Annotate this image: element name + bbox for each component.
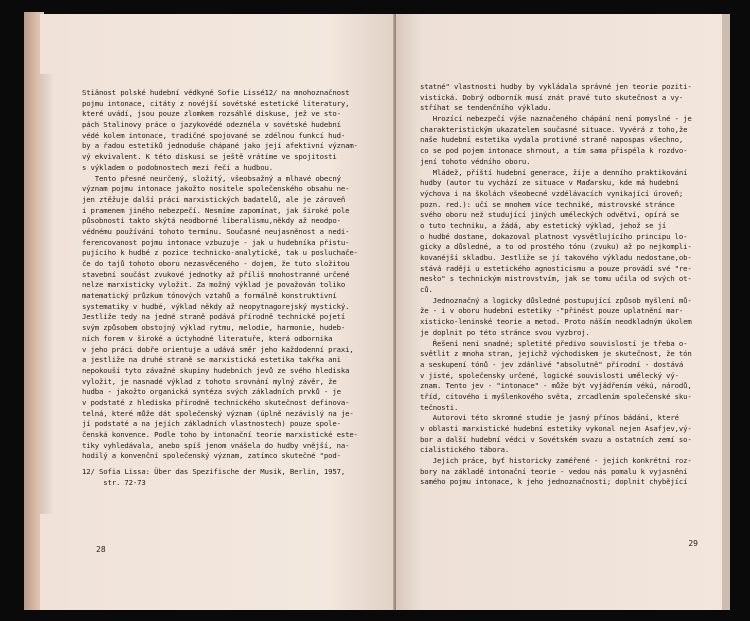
text-line: v jeho práci dobře orientuje a udává směr jeho každodenní praxi,: [82, 344, 354, 354]
text-line: výchova i na školách všeobecné vzdélávacích vynikající úroveň;: [420, 188, 684, 198]
text-line: že - i v oboru hudební estetiky -"přinést pouze uplatnění mar-: [420, 306, 684, 316]
text-line: nelze marxisticky vyložit. Za možný výklad je považován toliko: [82, 280, 346, 290]
text-line: pozn. red.): učí se mnohem více techniké, mistrovské stránce: [420, 199, 675, 209]
text-line: hudba - jakožto organická syntéza svých základních prvků - je: [82, 387, 341, 397]
text-line: Autorovi této skromné studie je jasný přínos bádání, které: [420, 413, 679, 423]
text-line: vistická. Dobrý odborník musí znát pravé tuto skutečnost a vy-: [420, 92, 684, 102]
left-page-footnote: [82, 467, 380, 488]
text-line: světlit z mnoha stran, jejichž východiskem je skutečnost, že tón: [420, 349, 692, 359]
text-line: jí podstaté a na jejích základních vlastnostech) pouze spole-: [82, 419, 341, 429]
text-line: Stiänost polské hudební védkyné Sofie Lissé12/ na mnohoznačnost: [82, 88, 350, 97]
text-line: bory na základě intonační teorie - vedou nás pomalu k vyjasnění: [420, 466, 688, 476]
text-line: védé kolem intonace, tradičné spojované se zdélnou funkcí hud-: [82, 130, 346, 140]
text-line: o tuto techniku, a žádá, aby estetický výklad, jehož se jí: [420, 220, 667, 230]
text-line: Mládež, příští hudební generace, žije a denního praktikování: [420, 167, 688, 177]
right-page-body: [420, 82, 712, 488]
text-line: mesło" s technickým mistrovstvím, jak se tomu učila od svých ot-: [420, 274, 692, 284]
text-line: Jestliže tedy na jedné straně podává přírodně technické pojetí: [82, 312, 346, 322]
text-line: čenská konvence. Podle toho by intonační teorie marxistické este-: [82, 430, 358, 439]
text-line: význam pojmu intonace jakožto nositele společenského obsahu ne-: [82, 184, 350, 194]
text-line: jení tohoto védního oboru.: [420, 156, 531, 166]
text-line: a jestliže na druhé straně se marxistická estetika takřka ani: [82, 355, 341, 365]
footnote-line: 12/ Sofia Lissa: Über das Spezifische der Musik, Berlin, 1957,: [82, 467, 346, 477]
text-line: bor a další hudební védci v Sovétském svazu a ostatních zemí so-: [420, 434, 692, 444]
text-line: stává raději u estetického agnosticismu a pouze provádí své "re-: [420, 263, 692, 273]
text-line: ních forem v široké a úctyhodné literatuře, která odbornika: [82, 333, 333, 343]
text-line: je doplnit po této stránce svou vyzbroj.: [420, 327, 590, 337]
text-line: tiky vyhledávala, anebo spíš jenom vnášela do hudby vnější, na-: [82, 440, 350, 450]
text-line: jen ztěžuje další práci marxistických badatelů, ale je zároveň: [82, 194, 346, 204]
text-line: xisticko-leninské teorie a metod. Proto náším neodkladným úkolem: [420, 317, 692, 327]
text-line: pách Stalinovy práce o jazykovédé odeznéla v sovétské hudební: [82, 120, 341, 130]
text-line: charakteristickým ukazatelem současné situace. Vyvérá z toho,že: [420, 124, 688, 134]
text-line: by a řadou estetiků jednoduše chápané jako její afektivní význam-: [82, 141, 358, 151]
right-page-edge: [722, 14, 730, 610]
text-line: s výkladem o podobnostech mezi řečí a hudbou.: [82, 162, 273, 172]
text-line: ferencovanost pojmu intonace vzbuzuje - jak u hudebníka přistu-: [82, 237, 350, 247]
text-line: matematický průzkum tónových vztahů a formálně konstruktivní: [82, 291, 337, 301]
text-line: tříd, citového i myšlenkového světa, zrcadlením společenské sku-: [420, 391, 692, 401]
text-line: které uvádí, jsou pouze zlomkem rozsáhlé diskuse, jež ve sto-: [82, 109, 341, 119]
left-page-body: [82, 88, 380, 462]
text-line: a seskupení tónů - jev zdánlivé "absolutně" přírodní - dostává: [420, 359, 684, 369]
text-line: o hudbé dostane, dokazoval platnost vysvětlujícího principu lo-: [420, 231, 688, 241]
text-line: gicky a důsledné, a to od prostého tónu (zvuku) až po nejkompli-: [420, 242, 692, 252]
text-line: i pramenem jiného nebezpečí. Nesmíme zapomínat, jak široké pole: [82, 205, 350, 215]
text-line: kovanéjší skladbu. Jestliže se jí takového výkladu nedostane,ob-: [420, 253, 692, 262]
text-line: telná, které může dát společenský význam (úplně nezávislý na je-: [82, 408, 354, 418]
text-line: působnosti takto skýtá neodborné liberalismu,někdy až neodpo-: [82, 216, 341, 226]
footnote-line: str. 72-73: [82, 477, 146, 487]
page-number-right: 29: [688, 539, 698, 548]
text-line: pojmu intonace, citáty z novéjší sovétské estetické literatury,: [82, 98, 350, 108]
text-line: Hrozící nebezpečí výše naznačeného chápání není pomyslné - je: [420, 114, 692, 124]
text-line: Jednoznačný a logicky důsledné postupující způsob myšlení mů-: [420, 295, 692, 305]
text-line: stavební součást zvukové jednotky až příliš mnohostranné určené: [82, 269, 350, 279]
text-line: Řešení není snadné; spletité předivo souvislostí je třeba o-: [420, 338, 688, 348]
text-line: Tento přesné neurčený, složitý, všeobsažný a mlhavé obecný: [82, 173, 341, 183]
text-line: hodilý a konvenční společenský význam, zatímco skutečné "pod-: [82, 451, 341, 461]
text-line: vyložit, je nasnadé výklad z tohoto srovnání mylný závěr, že: [82, 376, 337, 386]
text-line: naše hudební estetika vydala protivné straně napospas všechno,: [420, 135, 684, 145]
text-line: svého oboru než studující jiných uméleckých odvětví, opírá se: [420, 210, 679, 220]
left-page-shadow: [40, 74, 54, 514]
text-line: v oblasti marxistické hudební estetiky vykonal nejen Asafjev,vý-: [420, 424, 692, 433]
text-line: hudby (autor tu vychází ze situace v Maďarsku, kde má hudební: [420, 178, 679, 188]
text-line: co se pod pojem intonace shrnout, a tím sama přispéla k rozdvo-: [420, 146, 688, 156]
text-line: v podstaté z hlediska přírodně technického skutečnost definova-: [82, 397, 350, 407]
text-line: pujícího k hudbé z pozice technicko-analytické, tak u posluchače-: [82, 248, 358, 258]
text-line: samého pojmu intonace, k jeho jednoznačnosti; doplnit chybějící: [420, 477, 688, 487]
right-page: [396, 14, 722, 610]
text-line: stříhat se tendenčního výkladu.: [420, 103, 552, 113]
text-line: tečnosti.: [420, 402, 459, 412]
text-line: statné" vlastnosti hudby by vykládala správné jen teorie poziti-: [420, 82, 692, 91]
text-line: systematiky v hudbé, výklad někdy až neopytnagorejský mystický.: [82, 301, 350, 311]
text-line: vý ekvivalent. K této diskusi se ještě vrátíme ve spojitosti: [82, 152, 337, 162]
text-line: nepokouší tyto závažné skupiny hudebních jevů ze svého hlediska: [82, 365, 350, 375]
text-line: védnému používání tohoto termínu. Současné neujasněnost a nedi-: [82, 226, 350, 236]
text-line: svým způsobem obstojný výklad rytmu, melodie, harmonie, hudeb-: [82, 323, 346, 333]
text-line: ců.: [420, 285, 433, 295]
text-line: v jisté, společensky určené, logické souvislosti umělecký vý-: [420, 370, 679, 380]
text-line: Jejich práce, byť historicky zaméřené - jejich konkrétní roz-: [420, 456, 692, 466]
text-line: znam. Tento jev - "intonace" - může být vyjádřením vékú, národů,: [420, 381, 692, 391]
text-line: cialistického tábora.: [420, 445, 510, 455]
left-page: [40, 14, 396, 610]
page-number-left: 28: [96, 545, 106, 554]
text-line: če do tajů tohoto oboru nezasvěceného - dojem, že tuto složitou: [82, 259, 350, 268]
